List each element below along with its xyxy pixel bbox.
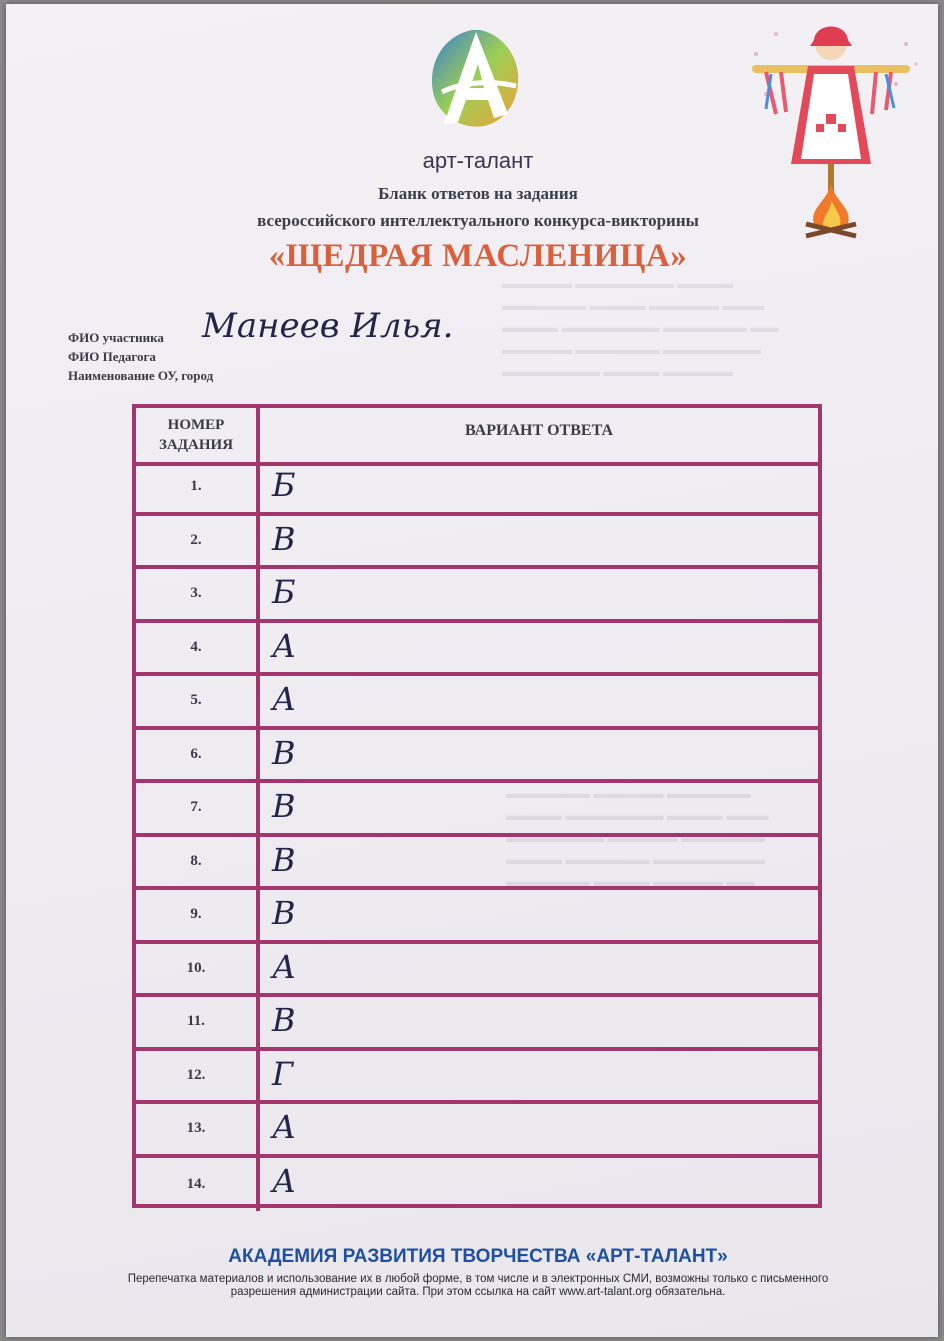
handwritten-answer: В xyxy=(272,840,296,879)
handwritten-answer: В xyxy=(272,1001,296,1039)
maslenitsa-doll-illustration xyxy=(736,14,926,244)
task-number: 8. xyxy=(136,837,260,887)
task-number: 4. xyxy=(136,623,260,673)
handwritten-answer: А xyxy=(272,1108,297,1146)
table-row xyxy=(136,1104,818,1158)
table-row xyxy=(136,837,818,891)
task-number: 12. xyxy=(136,1051,260,1101)
handwritten-answer: Г xyxy=(272,1054,294,1093)
task-number: 6. xyxy=(136,730,260,780)
table-row xyxy=(136,623,818,677)
bleed-through-text: ▬▬▬▬▬ ▬▬▬▬▬▬▬ ▬▬▬▬ ▬▬▬▬▬▬ ▬▬▬▬ ▬▬▬▬▬ ▬▬▬ ▬▬▬▬ ▬▬▬▬▬▬▬ ▬▬▬▬▬▬ ▬▬ ▬▬▬▬▬ ▬▬▬▬▬▬ ▬▬▬▬▬▬▬ ▬▬▬▬▬▬▬ ▬▬▬▬ ▬▬▬▬▬ xyxy=(502,277,779,380)
table-row xyxy=(136,890,818,944)
participant-name-handwritten: Манеев Илья. xyxy=(202,306,454,346)
answer-sheet xyxy=(6,4,938,1337)
handwritten-answer: В xyxy=(272,733,296,772)
art-talant-logo xyxy=(422,26,522,134)
table-row xyxy=(136,997,818,1051)
handwritten-answer: А xyxy=(272,1161,297,1200)
task-number: 14. xyxy=(136,1158,260,1212)
table-header xyxy=(136,408,818,466)
answer-table xyxy=(132,404,822,1208)
task-number: 7. xyxy=(136,783,260,833)
task-number: 13. xyxy=(136,1104,260,1154)
participant-label: ФИО участника xyxy=(68,330,164,345)
teacher-label: ФИО Педагога xyxy=(68,349,156,364)
table-row xyxy=(136,462,818,516)
table-row xyxy=(136,569,818,623)
table-row xyxy=(136,676,818,730)
table-row xyxy=(136,730,818,784)
handwritten-answer: Б xyxy=(272,573,296,611)
form-title-line1: Бланк ответов на задания xyxy=(378,184,578,203)
table-row xyxy=(136,783,818,837)
table-row xyxy=(136,1051,818,1105)
handwritten-answer: В xyxy=(272,787,296,825)
contest-title: «ЩЕДРАЯ МАСЛЕНИЦА» xyxy=(268,238,688,274)
task-number: 5. xyxy=(136,676,260,726)
bleed-through-text-lower: ▬▬▬▬▬▬ ▬▬▬▬▬ ▬▬▬▬▬▬ ▬▬▬▬ ▬▬▬▬▬▬▬ ▬▬▬▬ ▬▬▬ ▬▬▬▬▬▬▬ ▬▬▬▬▬ ▬▬▬▬▬▬ ▬▬▬▬ ▬▬▬▬▬▬ ▬▬▬▬▬▬▬▬ ▬▬▬▬▬▬ ▬▬▬▬ ▬▬▬▬▬ ▬▬ xyxy=(506,787,769,890)
task-number: 9. xyxy=(136,890,260,940)
handwritten-answer: А xyxy=(272,947,297,986)
form-title-line2: всероссийского интеллектуального конкурса-викторины xyxy=(257,211,699,230)
handwritten-answer: А xyxy=(272,680,297,718)
handwritten-answer: В xyxy=(272,894,296,932)
column-header-number: НОМЕР ЗАДАНИЯ xyxy=(136,408,260,462)
handwritten-answer: Б xyxy=(272,466,296,504)
task-number: 1. xyxy=(136,462,260,512)
footer-academy: АКАДЕМИЯ РАЗВИТИЯ ТВОРЧЕСТВА «АРТ-ТАЛАНТ» xyxy=(228,1246,728,1267)
school-label: Наименование ОУ, город xyxy=(68,368,214,383)
task-number: 2. xyxy=(136,516,260,566)
footer-copyright-note: Перепечатка материалов и использование их в любой форме, в том числе и в электронных СМИ, возможны только с письменного разрешения администрации сайта. При этом ссылка на сайт www.art-talant.org обязательна. xyxy=(127,1273,829,1298)
handwritten-answer: В xyxy=(272,519,296,558)
task-number: 11. xyxy=(136,997,260,1047)
task-number: 3. xyxy=(136,569,260,619)
brand-name: арт-талант xyxy=(422,148,534,173)
handwritten-answer: А xyxy=(272,626,297,665)
task-number: 10. xyxy=(136,944,260,994)
table-row xyxy=(136,1158,818,1212)
table-row xyxy=(136,516,818,570)
table-row xyxy=(136,944,818,998)
column-header-answer: ВАРИАНТ ОТВЕТА xyxy=(465,422,613,439)
